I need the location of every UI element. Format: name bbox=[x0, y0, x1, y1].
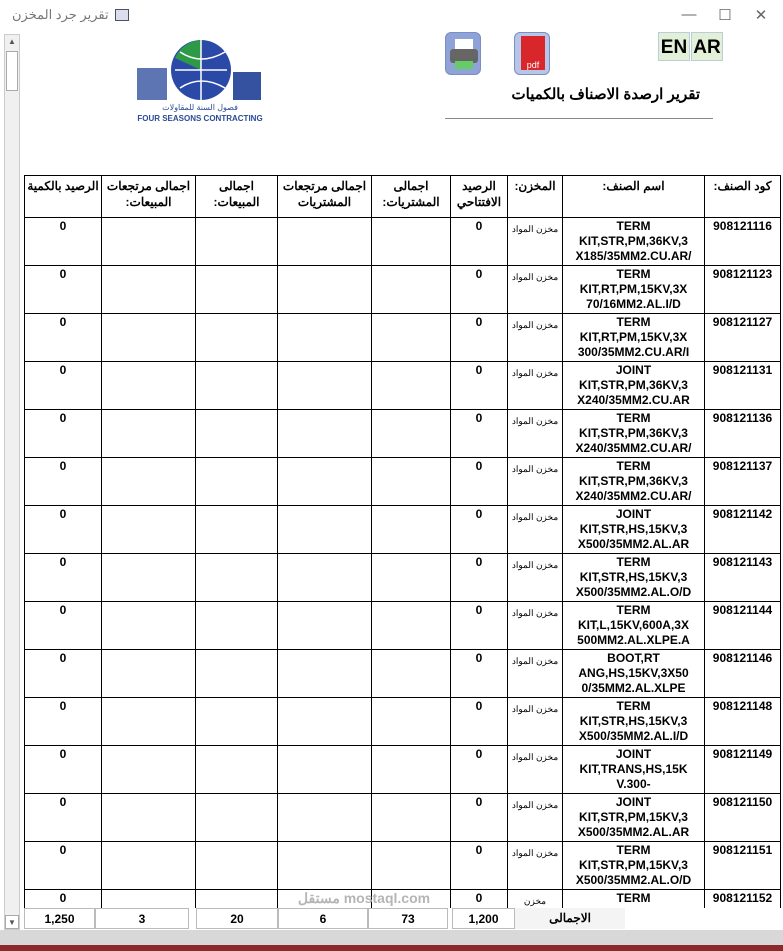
table-row[interactable] bbox=[25, 410, 781, 458]
sales-cell bbox=[196, 602, 278, 650]
english-button[interactable]: EN bbox=[658, 32, 690, 61]
sales-returns-cell bbox=[102, 410, 196, 458]
store-cell: مخزن المواد bbox=[508, 506, 563, 554]
purchases-cell bbox=[372, 410, 451, 458]
item-name-cell: BOOT,RT ANG,HS,15KV,3X50 0/35MM2.AL.XLPE bbox=[563, 650, 705, 698]
purchases-cell bbox=[372, 314, 451, 362]
report-app-icon bbox=[115, 9, 129, 21]
sales-cell bbox=[196, 746, 278, 794]
purchase-returns-cell bbox=[278, 218, 372, 266]
totals-label: الاجمالى bbox=[515, 908, 625, 929]
purchases-cell bbox=[372, 842, 451, 890]
opening-balance-cell: 0 bbox=[451, 314, 508, 362]
table-row[interactable] bbox=[25, 458, 781, 506]
store-cell: مخزن المواد bbox=[508, 314, 563, 362]
store-cell: مخزن المواد bbox=[508, 410, 563, 458]
item-name-cell: TERM KIT,STR,PM,36KV,3 X240/35MM2.CU.AR/ bbox=[563, 458, 705, 506]
sales-returns-cell bbox=[102, 746, 196, 794]
scroll-down-icon[interactable]: ▼ bbox=[5, 915, 19, 929]
store-cell: مخزن المواد bbox=[508, 842, 563, 890]
maximize-button[interactable]: ☐ bbox=[718, 7, 732, 24]
table-row[interactable] bbox=[25, 794, 781, 842]
scroll-thumb[interactable] bbox=[6, 51, 18, 91]
vertical-scrollbar[interactable] bbox=[4, 34, 20, 930]
opening-balance-cell: 0 bbox=[451, 266, 508, 314]
purchase-returns-cell bbox=[278, 698, 372, 746]
column-header: اجمالى المبيعات: bbox=[196, 176, 278, 218]
total-sales: 20 bbox=[196, 908, 278, 929]
printer-icon bbox=[446, 33, 482, 76]
sales-returns-cell bbox=[102, 698, 196, 746]
close-button[interactable]: ✕ bbox=[754, 7, 768, 24]
balance-cell: 0 bbox=[25, 410, 102, 458]
arabic-button[interactable]: AR bbox=[691, 32, 723, 61]
opening-balance-cell: 0 bbox=[451, 890, 508, 931]
scroll-up-icon[interactable]: ▲ bbox=[8, 37, 16, 46]
purchases-cell bbox=[372, 746, 451, 794]
sales-returns-cell bbox=[102, 602, 196, 650]
total-purchases: 73 bbox=[368, 908, 448, 929]
opening-balance-cell: 0 bbox=[451, 602, 508, 650]
item-name-cell: TERM KIT,L,15KV,600A,3X 500MM2.AL.XLPE.A bbox=[563, 602, 705, 650]
window-title: تقرير جرد المخزن bbox=[0, 7, 129, 23]
sales-cell bbox=[196, 650, 278, 698]
sales-returns-cell bbox=[102, 362, 196, 410]
purchase-returns-cell bbox=[278, 458, 372, 506]
table-row[interactable] bbox=[25, 842, 781, 890]
purchase-returns-cell bbox=[278, 794, 372, 842]
purchases-cell bbox=[372, 602, 451, 650]
column-header: اجمالى مرتجعات المشتريات bbox=[278, 176, 372, 218]
item-code-cell: 908121127 bbox=[705, 314, 781, 362]
purchase-returns-cell bbox=[278, 506, 372, 554]
column-header: الرصيد بالكمية bbox=[25, 176, 102, 218]
sales-cell bbox=[196, 266, 278, 314]
opening-balance-cell: 0 bbox=[451, 554, 508, 602]
globe-logo-icon bbox=[135, 38, 265, 102]
purchases-cell bbox=[372, 458, 451, 506]
sales-returns-cell bbox=[102, 458, 196, 506]
item-code-cell: 908121142 bbox=[705, 506, 781, 554]
opening-balance-cell: 0 bbox=[451, 410, 508, 458]
item-code-cell: 908121143 bbox=[705, 554, 781, 602]
table-row[interactable] bbox=[25, 218, 781, 266]
balance-cell: 0 bbox=[25, 842, 102, 890]
item-code-cell: 908121148 bbox=[705, 698, 781, 746]
purchase-returns-cell bbox=[278, 362, 372, 410]
balance-cell: 0 bbox=[25, 698, 102, 746]
item-name-cell: TERM KIT,STR,HS,15KV,3 X500/35MM2.AL.O/D bbox=[563, 554, 705, 602]
sales-returns-cell bbox=[102, 842, 196, 890]
purchase-returns-cell bbox=[278, 554, 372, 602]
opening-balance-cell: 0 bbox=[451, 650, 508, 698]
purchases-cell bbox=[372, 266, 451, 314]
purchase-returns-cell bbox=[278, 842, 372, 890]
report-page bbox=[20, 30, 783, 930]
balance-cell: 0 bbox=[25, 746, 102, 794]
store-cell: مخزن المواد bbox=[508, 362, 563, 410]
item-code-cell: 908121151 bbox=[705, 842, 781, 890]
table-row[interactable] bbox=[25, 362, 781, 410]
watermark: مستقل mostaql.com bbox=[297, 890, 431, 906]
store-cell: مخزن المواد bbox=[508, 458, 563, 506]
item-code-cell: 908121131 bbox=[705, 362, 781, 410]
column-header: المخزن: bbox=[508, 176, 563, 218]
item-code-cell: 908121136 bbox=[705, 410, 781, 458]
purchases-cell bbox=[372, 794, 451, 842]
balance-cell: 0 bbox=[25, 794, 102, 842]
sales-cell bbox=[196, 698, 278, 746]
item-name-cell: TERM KIT,STR,PM,36KV,3 X185/35MM2.CU.AR/ bbox=[563, 218, 705, 266]
table-row[interactable] bbox=[25, 602, 781, 650]
sales-cell bbox=[196, 218, 278, 266]
sales-cell bbox=[196, 410, 278, 458]
item-name-cell: JOINT KIT,STR,HS,15KV,3 X500/35MM2.AL.AR bbox=[563, 506, 705, 554]
sales-cell bbox=[196, 842, 278, 890]
sales-cell bbox=[196, 458, 278, 506]
opening-balance-cell: 0 bbox=[451, 362, 508, 410]
item-name-cell: TERM KIT,RT,PM,15KV,3X 70/16MM2.AL.I/D bbox=[563, 266, 705, 314]
item-code-cell: 908121152 bbox=[705, 890, 781, 931]
store-cell: مخزن bbox=[508, 890, 563, 931]
table-row[interactable] bbox=[25, 314, 781, 362]
item-code-cell: 908121116 bbox=[705, 218, 781, 266]
item-name-cell: JOINT KIT,STR,PM,36KV,3 X240/35MM2.CU.AR bbox=[563, 362, 705, 410]
balance-cell: 0 bbox=[25, 458, 102, 506]
table-row[interactable] bbox=[25, 698, 781, 746]
opening-balance-cell: 0 bbox=[451, 794, 508, 842]
balance-cell: 0 bbox=[25, 650, 102, 698]
sales-cell bbox=[196, 794, 278, 842]
sales-returns-cell bbox=[102, 266, 196, 314]
export-pdf-button[interactable]: pdf bbox=[514, 32, 550, 75]
purchases-cell bbox=[372, 362, 451, 410]
table-row[interactable] bbox=[25, 650, 781, 698]
table-row[interactable] bbox=[25, 266, 781, 314]
opening-balance-cell: 0 bbox=[451, 506, 508, 554]
item-name-cell: TERM KIT,RT,PM,15KV,3X 300/35MM2.CU.AR/I bbox=[563, 314, 705, 362]
purchase-returns-cell bbox=[278, 602, 372, 650]
column-header: الرصيد الافتتاحي bbox=[451, 176, 508, 218]
item-name-cell: JOINT KIT,STR,PM,15KV,3 X500/35MM2.AL.AR bbox=[563, 794, 705, 842]
balance-cell: 0 bbox=[25, 506, 102, 554]
item-code-cell: 908121123 bbox=[705, 266, 781, 314]
purchases-cell bbox=[372, 218, 451, 266]
opening-balance-cell: 0 bbox=[451, 698, 508, 746]
purchase-returns-cell bbox=[278, 650, 372, 698]
store-cell: مخزن المواد bbox=[508, 266, 563, 314]
totals-row bbox=[20, 908, 783, 930]
sales-returns-cell bbox=[102, 650, 196, 698]
store-cell: مخزن المواد bbox=[508, 602, 563, 650]
total-purchase-returns: 6 bbox=[278, 908, 368, 929]
company-logo: فصول السنة للمقاولات FOUR SEASONS CONTRACTING bbox=[135, 38, 265, 138]
column-header: كود الصنف: bbox=[705, 176, 781, 218]
sales-returns-cell bbox=[102, 314, 196, 362]
item-code-cell: 908121149 bbox=[705, 746, 781, 794]
purchase-returns-cell bbox=[278, 410, 372, 458]
item-name-cell: JOINT KIT,TRANS,HS,15K V.300- bbox=[563, 746, 705, 794]
balance-cell: 0 bbox=[25, 314, 102, 362]
taskbar-strip bbox=[0, 945, 783, 951]
purchases-cell bbox=[372, 506, 451, 554]
purchase-returns-cell bbox=[278, 746, 372, 794]
store-cell: مخزن المواد bbox=[508, 554, 563, 602]
item-code-cell: 908121146 bbox=[705, 650, 781, 698]
column-header: اسم الصنف: bbox=[563, 176, 705, 218]
balance-cell: 0 bbox=[25, 362, 102, 410]
item-name-cell: TERM KIT,STR,HS,15KV,3 X500/35MM2.AL.I/D bbox=[563, 698, 705, 746]
item-code-cell: 908121144 bbox=[705, 602, 781, 650]
purchases-cell bbox=[372, 698, 451, 746]
purchases-cell bbox=[372, 650, 451, 698]
purchase-returns-cell bbox=[278, 314, 372, 362]
item-name-cell: TERM KIT,STR,PM,15KV,3 X500/35MM2.AL.O/D bbox=[563, 842, 705, 890]
balance-cell: 0 bbox=[25, 218, 102, 266]
store-cell: مخزن المواد bbox=[508, 698, 563, 746]
title-bar bbox=[0, 0, 783, 30]
total-sales-returns: 3 bbox=[95, 908, 189, 929]
sales-returns-cell bbox=[102, 794, 196, 842]
title-divider bbox=[445, 118, 713, 119]
store-cell: مخزن المواد bbox=[508, 794, 563, 842]
minimize-button[interactable]: — bbox=[681, 6, 697, 23]
sales-cell bbox=[196, 314, 278, 362]
report-title: تقرير ارصدة الاصناف بالكميات bbox=[511, 86, 700, 103]
sales-cell bbox=[196, 506, 278, 554]
item-code-cell: 908121150 bbox=[705, 794, 781, 842]
total-balance: 1,250 bbox=[24, 908, 95, 929]
sales-returns-cell bbox=[102, 218, 196, 266]
store-cell: مخزن المواد bbox=[508, 218, 563, 266]
store-cell: مخزن المواد bbox=[508, 746, 563, 794]
item-name-cell: TERM KIT,STR,PM,36KV,3 X240/35MM2.CU.AR/ bbox=[563, 410, 705, 458]
opening-balance-cell: 0 bbox=[451, 458, 508, 506]
sales-cell bbox=[196, 554, 278, 602]
total-opening: 1,200 bbox=[452, 908, 515, 929]
opening-balance-cell: 0 bbox=[451, 842, 508, 890]
balance-cell: 0 bbox=[25, 266, 102, 314]
sales-cell bbox=[196, 362, 278, 410]
store-cell: مخزن المواد bbox=[508, 650, 563, 698]
items-table bbox=[24, 175, 781, 930]
table-row[interactable] bbox=[25, 506, 781, 554]
item-name-cell: TERM bbox=[563, 890, 705, 931]
item-code-cell: 908121137 bbox=[705, 458, 781, 506]
sales-returns-cell bbox=[102, 506, 196, 554]
column-header: اجمالى مرتجعات المبيعات: bbox=[102, 176, 196, 218]
balance-cell: 0 bbox=[25, 602, 102, 650]
table-row[interactable] bbox=[25, 554, 781, 602]
opening-balance-cell: 0 bbox=[451, 746, 508, 794]
balance-cell: 0 bbox=[25, 554, 102, 602]
balance-cell: 0 bbox=[25, 890, 102, 931]
column-header: اجمالى المشتريات: bbox=[372, 176, 451, 218]
opening-balance-cell: 0 bbox=[451, 218, 508, 266]
sales-returns-cell bbox=[102, 554, 196, 602]
purchases-cell bbox=[372, 554, 451, 602]
table-row[interactable] bbox=[25, 746, 781, 794]
purchase-returns-cell bbox=[278, 266, 372, 314]
status-bar bbox=[0, 930, 783, 945]
print-button[interactable] bbox=[445, 32, 481, 75]
